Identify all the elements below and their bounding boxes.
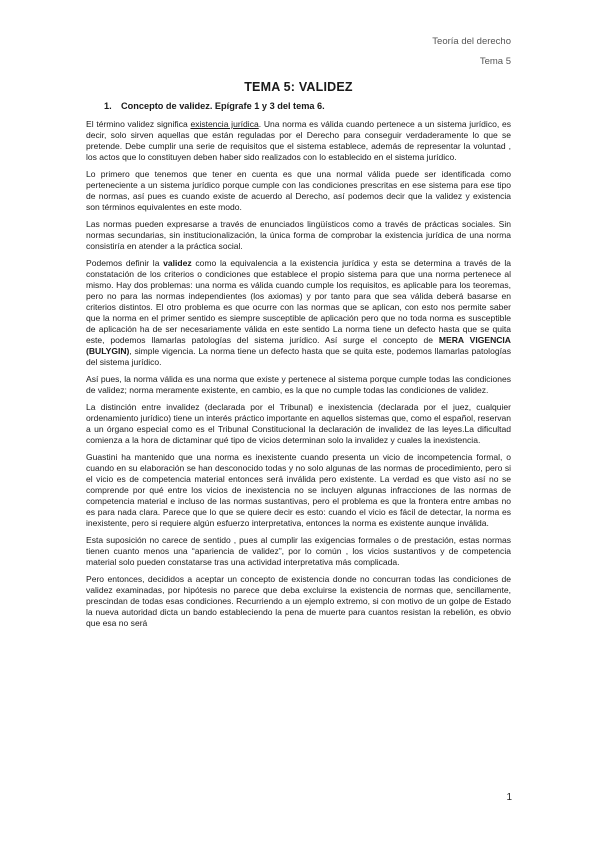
section-number: 1. [104,101,112,111]
paragraph-6: La distinción entre invalidez (declarada por el Tribunal) e inexistencia (declarada por el juez, cualquier ordenamiento jurídico) tiene un interés práctico importante en aquellos sistemas que, como el español, reservan a un órgano especial como es el Tribunal Constitucional la declaración de invalidez de las leyes.La dificultad comienza a la hora de dictaminar qué tipo de vicios determinan solo la invalidez y cuales la inexistencia. [86,401,511,445]
paragraph-1-text-a: El término validez significa [86,119,191,129]
header-topic: Tema 5 [479,56,511,67]
paragraph-1 [86,119,511,163]
paragraph-8: Esta suposición no carece de sentido , pues al cumplir las exigencias formales o de prestación, estas normas tienen cuanto menos una “apariencia de validez”, por lo común , los vicios sustantivos y de competencia material solo pueden constatarse tras una actividad interpretativa más complicada. [86,534,511,567]
section-heading [104,101,325,111]
paragraph-5: Así pues, la norma válida es una norma que existe y pertenece al sistema porque cumple todas las condiciones de validez; norma meramente existente, en cambio, es la que no cumple todas las condiciones de validez. [86,373,511,395]
paragraph-7: Guastini ha mantenido que una norma es inexistente cuando presenta un vicio de incompetencia formal, o cuando en su elaboración se han desconocido todas y no solo algunas de las normas de procedimiento, pero si el vicio es de competencia material entonces será inválida pero existente. La verdad es que visto así no se comprende por qué entre los vicios de inexistencia no se incluyen algunas infracciones de las normas de competencia material e incluso de las normas sustantivas, pero el problema es que la frontera entre ambas no es para nada clara. Parece que lo que se quiere decir es esto: cuando el vicio es fácil de detectar, la norma es inexistente, pero si requiere algún esfuerzo interpretativa, entonces la norma es existente aunque inválida. [86,451,511,528]
page-title: TEMA 5: VALIDEZ [244,80,353,94]
bold-term-validez: validez [163,258,192,269]
paragraph-4 [86,258,511,368]
document-body [86,119,511,629]
section-heading-text: Concepto de validez. Epígrafe 1 y 3 del tema 6. [121,101,325,111]
header-subject: Teoría del derecho [432,36,511,47]
underlined-term: existencia jurídica [190,119,259,129]
paragraph-4-text-c: como la equivalencia a la existencia jurídica y esta se determina a través de la constatación de los criterios o condiciones que establece el propio sistema para que una norma pertenece al mismo. Hay dos problemas: una norma es válida cuando cumple los requisitos, es aplicable para los teoremas, pero no para las normas independientes (los axiomas) y por tanto para que sea válida deberá basarse en criterios distintos. El otro problema es que ocurre con las normas que se aplican, con esto nos permite saber que la norma en el primer sentido es siempre susceptible de aplicación pero que no toda norma es susceptible de aplicación ha de ser necesariamente válida en este sentido La norma tiene un defecto hasta que se quita este, podemos llamarlas patologías del sistema jurídico. Así surge el concepto de [86,258,511,345]
page-number: 1 [506,792,512,803]
paragraph-2: Lo primero que tenemos que tener en cuenta es que una normal válida puede ser identificada como perteneciente a un sistema jurídico porque cumple con las condiciones prescritas en ese sistema para ese tipo de normas, así pues es cuando existe de acuerdo al Derecho, así podemos decir que la validez y existencia son términos equivalentes en este modo. [86,169,511,212]
paragraph-3: Las normas pueden expresarse a través de enunciados lingüísticos como a través de prácticas sociales. Sin normas secundarias, sin institucionalización, la única forma de comprobar la existencia jurídica de una norma consistiría en atender a la práctica social. [86,219,511,251]
paragraph-9: Pero entonces, decididos a aceptar un concepto de existencia donde no concurran todas las condiciones de validez examinadas, por hipótesis no parece que deba excluirse la existencia de normas que, sencillamente, prescindan de todas esas condiciones. Recurriendo a un ejemplo extremo, si con motivo de un golpe de Estado la nueva autoridad dicta un bando estableciendo la pena de muerte para cuantos resistan la rebelión, es obvio que esa no será [86,573,511,628]
bold-term-mera-vigencia: MERA VIGENCIA (BULYGIN) [86,334,511,356]
paragraph-4-text-a: Podemos definir la [86,258,164,269]
paragraph-4-text-d: , simple vigencia. La norma tiene un defecto hasta que se quita este, podemos llamarlas patologías del sistema jurídico. [86,345,511,367]
paragraph-1-text-b: . Una norma es válida cuando pertenece a un sistema jurídico, es decir, solo sirven aquellas que están reguladas por el Derecho para conseguir verdaderamente lo que se pretende. Debe cumplir una serie de requisitos que el sistema establece, además de representar la voluntad , los actos que lo constituyen deben haber sido realizados con lo establecido en el sistema jurídico. [86,119,511,162]
